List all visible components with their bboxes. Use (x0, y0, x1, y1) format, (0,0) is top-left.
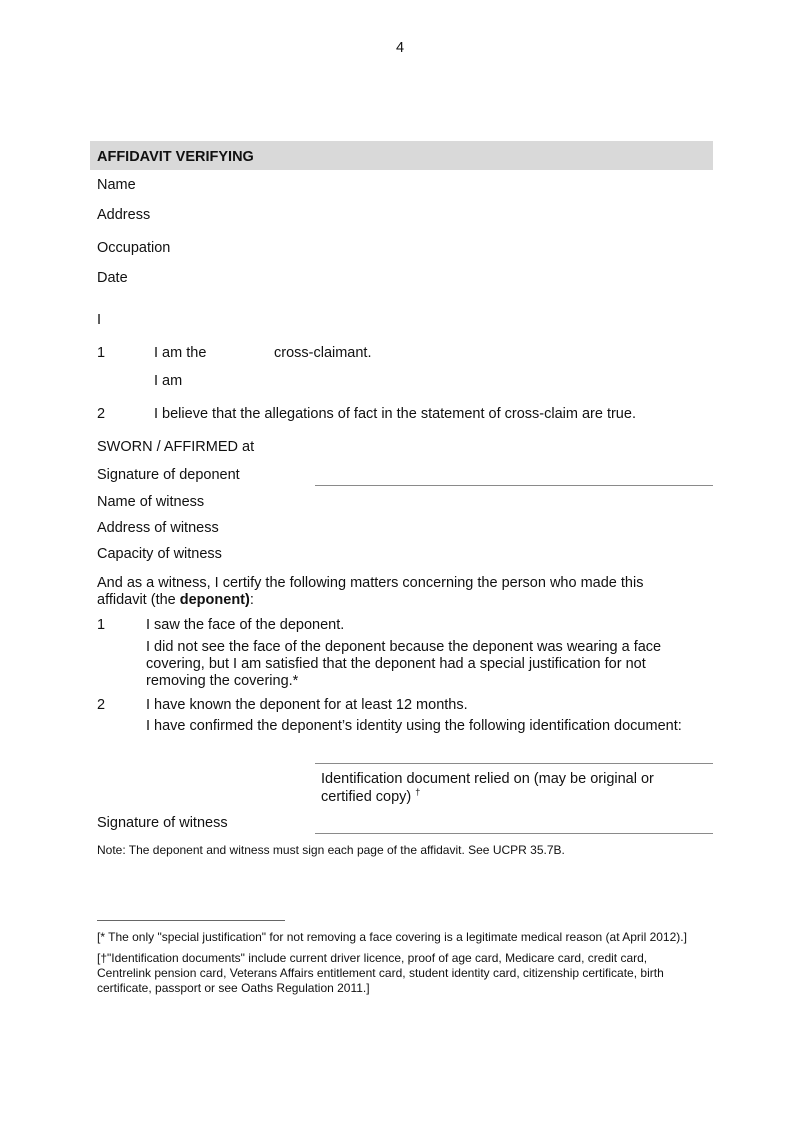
certify-line2: affidavit (the deponent): (97, 592, 254, 608)
matter1-option-b-line3: removing the covering.* (146, 673, 299, 689)
certify-line1: And as a witness, I certify the following matters concerning the person who made this (97, 575, 644, 591)
name-label: Name (97, 177, 136, 193)
form-heading: AFFIDAVIT VERIFYING (97, 149, 254, 165)
matter1-option-b-line1: I did not see the face of the deponent because the deponent was wearing a face (146, 639, 662, 655)
name-of-witness-label: Name of witness (97, 494, 205, 510)
deponent-signature-line (315, 485, 713, 486)
occupation-label: Occupation (97, 240, 171, 256)
note: Note: The deponent and witness must sign each page of the affidavit. See UCPR 35.7B. (97, 843, 565, 857)
footnote-separator (97, 920, 285, 921)
id-document-line2: certified copy) † (321, 787, 421, 805)
matter2-option-b: I have confirmed the deponent’s identity using the following identification document: (146, 718, 682, 734)
intro-letter: I (97, 312, 102, 328)
id-document-line (315, 763, 713, 764)
signature-of-witness-label: Signature of witness (97, 815, 228, 831)
matter1-option-b-line2: covering, but I am satisfied that the deponent had a special justification for not (146, 656, 646, 672)
sworn-label: SWORN / AFFIRMED at (97, 439, 255, 455)
para1-prefix: I am the (154, 345, 207, 361)
footnote-1: [* The only "special justification" for not removing a face covering is a legitimate medical reason (at April 2012).] (97, 930, 687, 944)
para2-number: 2 (97, 406, 106, 422)
capacity-of-witness-label: Capacity of witness (97, 546, 222, 562)
witness-signature-line (315, 833, 713, 834)
signature-of-deponent-label: Signature of deponent (97, 467, 240, 483)
date-label: Date (97, 270, 128, 286)
deponent-term: deponent) (179, 592, 250, 608)
matter1-option-a: I saw the face of the deponent. (146, 617, 345, 633)
para1-number: 1 (97, 345, 106, 361)
footnote-2-line2: Centrelink pension card, Veterans Affairs entitlement card, student identity card, citizenship certificate, birth (97, 966, 664, 980)
dagger-marker: † (415, 787, 421, 798)
id-document-line1: Identification document relied on (may be original or (321, 771, 654, 787)
address-of-witness-label: Address of witness (97, 520, 219, 536)
footnote-2-line1: [†"Identification documents" include current driver licence, proof of age card, Medicare card, credit card, (97, 951, 648, 965)
matter2-option-a: I have known the deponent for at least 12 months. (146, 697, 468, 713)
address-label: Address (97, 207, 151, 223)
para2-text: I believe that the allegations of fact in the statement of cross-claim are true. (154, 406, 636, 422)
matter2-number: 2 (97, 697, 106, 713)
para1-line2: I am (154, 373, 183, 389)
para1-suffix: cross-claimant. (274, 345, 372, 361)
page-number: 4 (395, 40, 405, 56)
matter1-number: 1 (97, 617, 106, 633)
footnote-2-line3: certificate, passport or see Oaths Regulation 2011.] (97, 981, 370, 995)
